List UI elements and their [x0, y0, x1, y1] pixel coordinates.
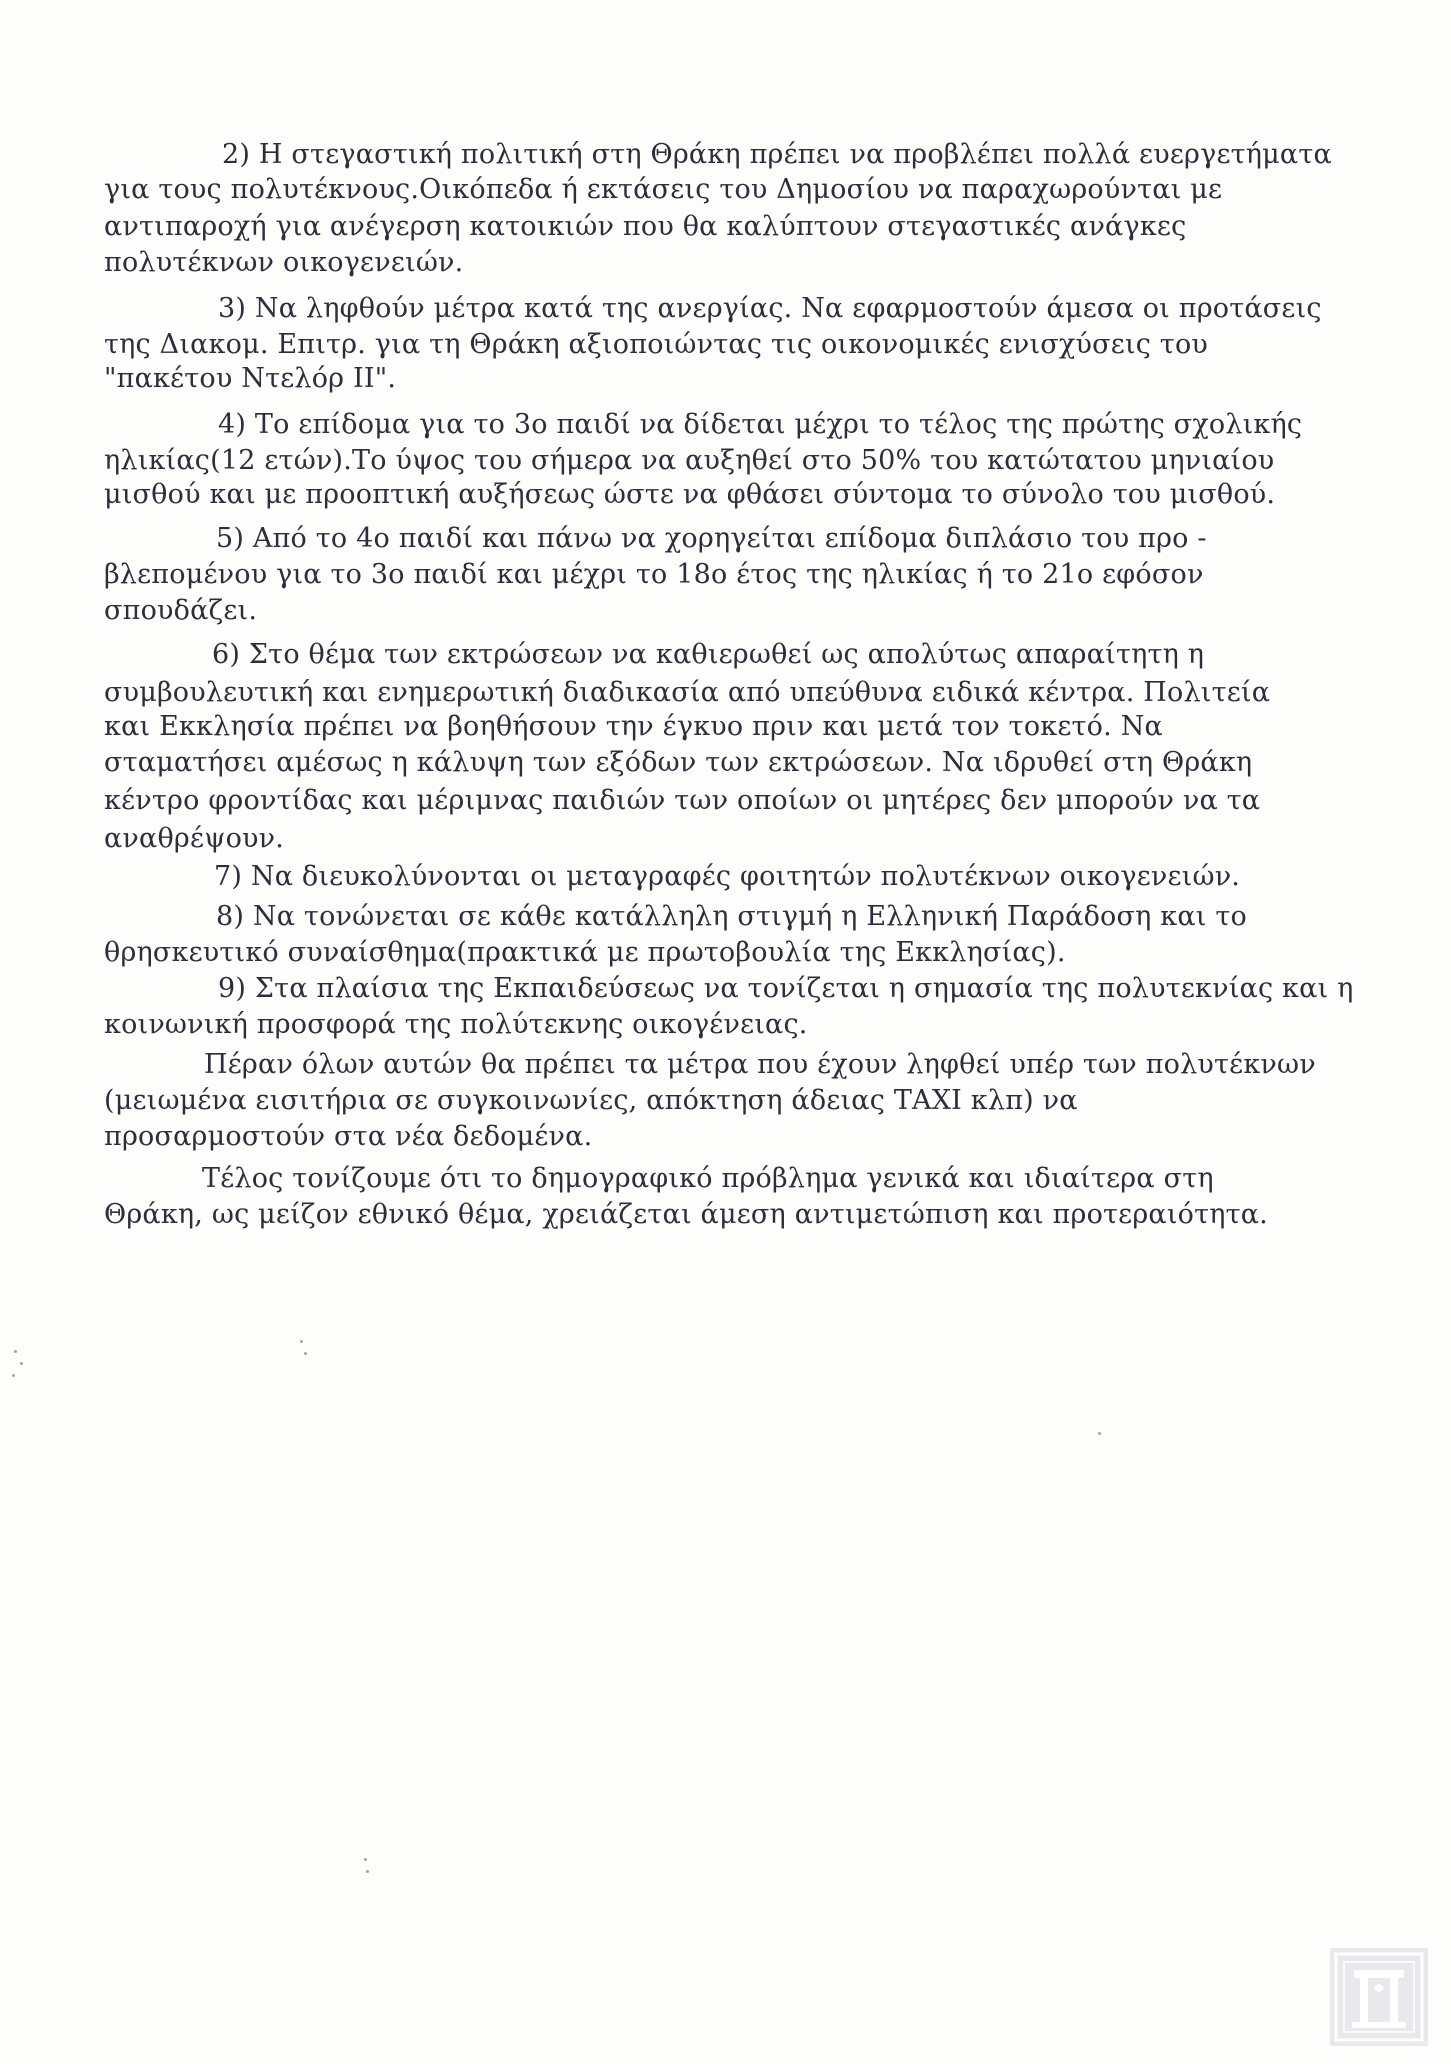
text-line: θρησκευτικό συναίσθημα(πρακτικά με πρωτοβουλία της Εκκλησίας). — [104, 937, 1066, 968]
text-line: συμβουλευτική και ενημερωτική διαδικασία από υπεύθυνα ειδικά κέντρα. Πολιτεία — [104, 677, 1271, 708]
text-line: της Διακομ. Επιτρ. για τη Θράκη αξιοποιώντας τις οικονομικές ενισχύσεις του — [104, 329, 1209, 360]
library-seal-icon — [1330, 1948, 1428, 2046]
text-line: 5) Από το 4ο παιδί και πάνω να χορηγείται επίδομα διπλάσιο του προ - — [216, 523, 1207, 554]
text-line: 7) Να διευκολύνονται οι μεταγραφές φοιτητών πολυτέκνων οικογενειών. — [214, 861, 1241, 892]
text-line: για τους πολυτέκνους.Οικόπεδα ή εκτάσεις του Δημοσίου να παραχωρούνται με — [104, 174, 1223, 205]
text-line: 8) Να τονώνεται σε κάθε κατάλληλη στιγμή η Ελληνική Παράδοση και το — [216, 901, 1247, 932]
text-line: μισθού και με προοπτική αυξήσεως ώστε να φθάσει σύντομα το σύνολο του μισθού. — [104, 479, 1276, 510]
text-line: σπουδάζει. — [104, 595, 258, 626]
text-line: κοινωνική προσφορά της πολύτεκνης οικογένειας. — [104, 1009, 808, 1040]
text-line: ηλικίας(12 ετών).Το ύψος του σήμερα να αυξηθεί στο 50% του κατώτατου μηνιαίου — [104, 445, 1275, 476]
text-line: 2) Η στεγαστική πολιτική στη Θράκη πρέπει να προβλέπει πολλά ευεργετήματα — [222, 139, 1332, 170]
text-line: βλεπομένου για το 3ο παιδί και μέχρι το 18ο έτος της ηλικίας ή το 21ο εφόσον — [104, 559, 1204, 590]
text-line: Θράκη, ως μείζον εθνικό θέμα, χρειάζεται άμεση αντιμετώπιση και προτεραιότητα. — [104, 1199, 1268, 1230]
text-line: 6) Στο θέμα των εκτρώσεων να καθιερωθεί ως απολύτως απαραίτητη η — [212, 639, 1205, 670]
text-line: 9) Στα πλαίσια της Εκπαιδεύσεως να τονίζεται η σημασία της πολυτεκνίας και η — [218, 973, 1354, 1004]
text-line: κέντρο φροντίδας και μέριμνας παιδιών των οποίων οι μητέρες δεν μπορούν να τα — [104, 785, 1261, 816]
text-line: σταματήσει αμέσως η κάλυψη των εξόδων των εκτρώσεων. Να ιδρυθεί στη Θράκη — [104, 747, 1253, 778]
text-line: 3) Να ληφθούν μέτρα κατά της ανεργίας. Να εφαρμοστούν άμεσα οι προτάσεις — [218, 293, 1322, 324]
text-line: αντιπαροχή για ανέγερση κατοικιών που θα καλύπτουν στεγαστικές ανάγκες — [104, 211, 1187, 242]
text-line: Τέλος τονίζουμε ότι το δημογραφικό πρόβλημα γενικά και ιδιαίτερα στη — [202, 1163, 1214, 1194]
text-line: (μειωμένα εισιτήρια σε συγκοινωνίες, απόκτηση άδειας ΤΑΧΙ κλπ) να — [104, 1085, 1078, 1116]
text-line: Πέραν όλων αυτών θα πρέπει τα μέτρα που έχουν ληφθεί υπέρ των πολυτέκνων — [204, 1049, 1316, 1080]
text-line: 4) Το επίδομα για το 3ο παιδί να δίδεται μέχρι το τέλος της πρώτης σχολικής — [218, 409, 1303, 440]
text-line: "πακέτου Ντελόρ ΙΙ". — [104, 363, 397, 394]
text-line: και Εκκλησία πρέπει να βοηθήσουν την έγκυο πριν και μετά τον τοκετό. Να — [104, 711, 1163, 742]
text-line: αναθρέψουν. — [104, 823, 285, 854]
text-line: προσαρμοστούν στα νέα δεδομένα. — [104, 1121, 593, 1152]
text-line: πολυτέκνων οικογενειών. — [104, 247, 464, 278]
